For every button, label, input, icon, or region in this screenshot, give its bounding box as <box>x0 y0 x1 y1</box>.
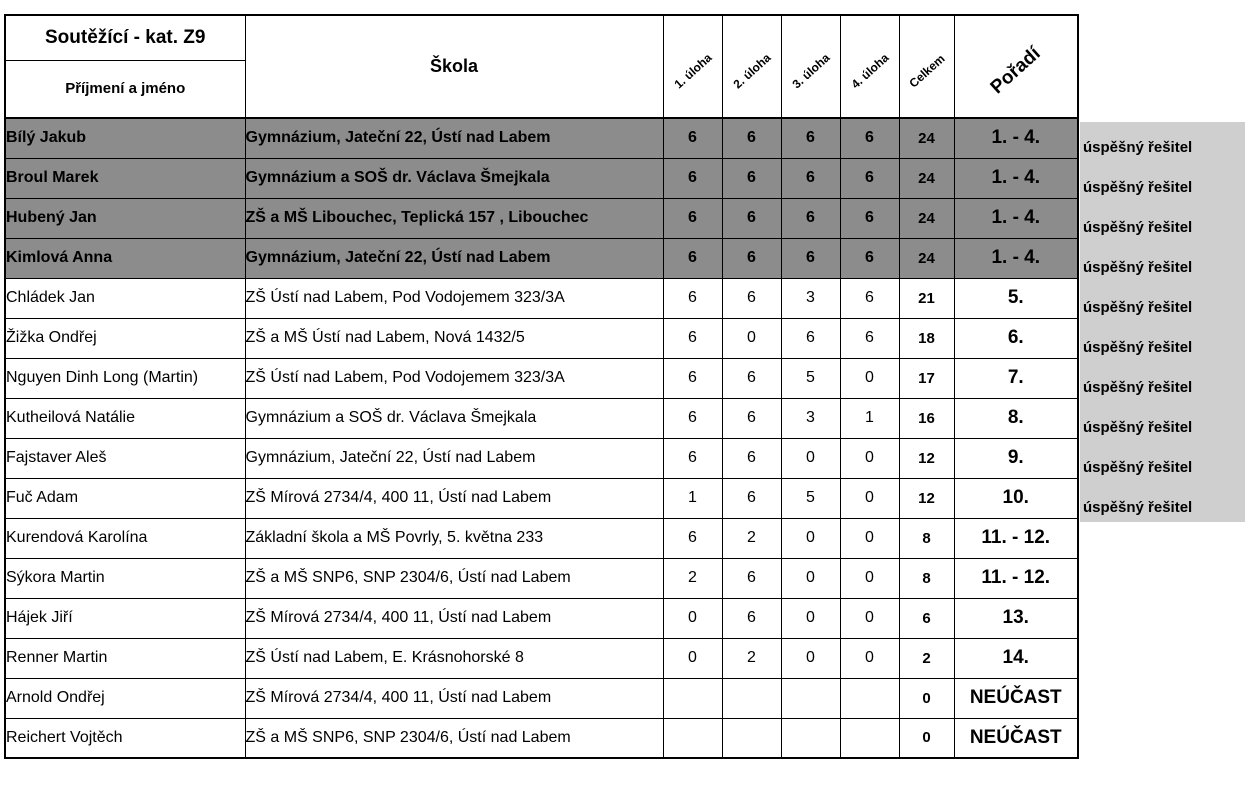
task2-score: 6 <box>722 438 781 478</box>
task4-score <box>840 678 899 718</box>
contestant-name: Hubený Jan <box>5 198 245 238</box>
contestant-name: Chládek Jan <box>5 278 245 318</box>
task4-score: 6 <box>840 198 899 238</box>
task1-score: 6 <box>663 198 722 238</box>
task1-score: 6 <box>663 318 722 358</box>
rank: 1. - 4. <box>954 198 1078 238</box>
contestant-name: Nguyen Dinh Long (Martin) <box>5 358 245 398</box>
rank: 11. - 12. <box>954 518 1078 558</box>
task1-header: 1. úloha <box>670 50 715 91</box>
table-row <box>5 438 1078 478</box>
results-table <box>4 14 1079 759</box>
school-name: ZŠ a MŠ Ústí nad Labem, Nová 1432/5 <box>245 318 663 358</box>
task2-score: 6 <box>722 398 781 438</box>
task2-score <box>722 678 781 718</box>
table-row <box>5 598 1078 638</box>
task3-score <box>781 718 840 758</box>
table-row <box>5 398 1078 438</box>
contestant-name: Broul Marek <box>5 158 245 198</box>
table-row <box>5 198 1078 238</box>
total-header-cell <box>899 15 954 118</box>
task3-score: 3 <box>781 398 840 438</box>
status-label: úspěšný řešitel <box>1083 299 1193 316</box>
contestant-name: Arnold Ondřej <box>5 678 245 718</box>
contestant-name: Reichert Vojtěch <box>5 718 245 758</box>
total-score: 6 <box>899 598 954 638</box>
task1-score <box>663 678 722 718</box>
task1-score: 0 <box>663 638 722 678</box>
contestant-name: Fuč Adam <box>5 478 245 518</box>
task4-score: 0 <box>840 518 899 558</box>
task3-header: 3. úloha <box>788 50 833 91</box>
table-row <box>5 238 1078 278</box>
name-header-cell <box>5 15 245 118</box>
task2-header-cell <box>722 15 781 118</box>
category-title: Soutěžící - kat. Z9 <box>6 16 245 61</box>
task3-score: 0 <box>781 558 840 598</box>
school-name: ZŠ Ústí nad Labem, E. Krásnohorské 8 <box>245 638 663 678</box>
total-score: 2 <box>899 638 954 678</box>
task2-score: 6 <box>722 558 781 598</box>
table-row <box>5 158 1078 198</box>
contestant-name: Kutheilová Natálie <box>5 398 245 438</box>
rank: 8. <box>954 398 1078 438</box>
total-score: 24 <box>899 238 954 278</box>
task2-score: 6 <box>722 158 781 198</box>
task3-header-cell <box>781 15 840 118</box>
total-score: 8 <box>899 518 954 558</box>
task4-score: 0 <box>840 478 899 518</box>
task1-score: 6 <box>663 238 722 278</box>
table-row <box>5 678 1078 718</box>
task1-score: 2 <box>663 558 722 598</box>
task4-score <box>840 718 899 758</box>
task4-score: 0 <box>840 558 899 598</box>
task2-score: 6 <box>722 478 781 518</box>
task1-score: 6 <box>663 398 722 438</box>
rank: 1. - 4. <box>954 158 1078 198</box>
contestant-name: Renner Martin <box>5 638 245 678</box>
school-name: ZŠ Ústí nad Labem, Pod Vodojemem 323/3A <box>245 278 663 318</box>
task4-score: 0 <box>840 598 899 638</box>
table-row <box>5 358 1078 398</box>
table-row <box>5 718 1078 758</box>
total-score: 8 <box>899 558 954 598</box>
task4-score: 0 <box>840 438 899 478</box>
rank-header-cell <box>954 15 1078 118</box>
total-score: 18 <box>899 318 954 358</box>
rank: 11. - 12. <box>954 558 1078 598</box>
status-label: úspěšný řešitel <box>1083 459 1193 476</box>
task2-score: 2 <box>722 638 781 678</box>
task1-header-cell <box>663 15 722 118</box>
total-header: Celkem <box>905 51 948 90</box>
rank: 9. <box>954 438 1078 478</box>
school-name: ZŠ Mírová 2734/4, 400 11, Ústí nad Labem <box>245 678 663 718</box>
total-score: 0 <box>899 718 954 758</box>
school-name: ZŠ a MŠ SNP6, SNP 2304/6, Ústí nad Labem <box>245 718 663 758</box>
task4-header-cell <box>840 15 899 118</box>
rank: NEÚČAST <box>954 678 1078 718</box>
task1-score: 6 <box>663 278 722 318</box>
status-label: úspěšný řešitel <box>1083 419 1193 436</box>
contestant-name: Bílý Jakub <box>5 118 245 158</box>
total-score: 17 <box>899 358 954 398</box>
total-score: 24 <box>899 198 954 238</box>
status-label: úspěšný řešitel <box>1083 139 1193 156</box>
task1-score: 6 <box>663 118 722 158</box>
contestant-name: Fajstaver Aleš <box>5 438 245 478</box>
school-name: Gymnázium, Jateční 22, Ústí nad Labem <box>245 238 663 278</box>
task4-score: 1 <box>840 398 899 438</box>
total-score: 16 <box>899 398 954 438</box>
task2-score: 6 <box>722 198 781 238</box>
school-name: Gymnázium a SOŠ dr. Václava Šmejkala <box>245 398 663 438</box>
task4-score: 6 <box>840 118 899 158</box>
task1-score: 6 <box>663 358 722 398</box>
status-label: úspěšný řešitel <box>1083 379 1193 396</box>
contestant-name: Hájek Jiří <box>5 598 245 638</box>
rank: 5. <box>954 278 1078 318</box>
table-row <box>5 638 1078 678</box>
contestant-name: Sýkora Martin <box>5 558 245 598</box>
task2-header: 2. úloha <box>729 50 774 91</box>
school-name: ZŠ a MŠ SNP6, SNP 2304/6, Ústí nad Labem <box>245 558 663 598</box>
table-row <box>5 118 1078 158</box>
task3-score: 0 <box>781 598 840 638</box>
task1-score <box>663 718 722 758</box>
status-column <box>1083 126 1192 526</box>
total-score: 0 <box>899 678 954 718</box>
task3-score: 6 <box>781 238 840 278</box>
task3-score: 5 <box>781 358 840 398</box>
task3-score: 0 <box>781 438 840 478</box>
task4-score: 6 <box>840 158 899 198</box>
total-score: 24 <box>899 118 954 158</box>
rank: 7. <box>954 358 1078 398</box>
task2-score: 6 <box>722 118 781 158</box>
task1-score: 6 <box>663 518 722 558</box>
task3-score: 3 <box>781 278 840 318</box>
school-column-header: Škola <box>245 15 663 118</box>
school-name: ZŠ Mírová 2734/4, 400 11, Ústí nad Labem <box>245 478 663 518</box>
task3-score <box>781 678 840 718</box>
status-label: úspěšný řešitel <box>1083 259 1193 276</box>
rank-header: Pořadí <box>986 42 1045 98</box>
total-score: 21 <box>899 278 954 318</box>
task3-score: 6 <box>781 318 840 358</box>
school-name: Gymnázium a SOŠ dr. Václava Šmejkala <box>245 158 663 198</box>
task4-score: 0 <box>840 638 899 678</box>
rank: 10. <box>954 478 1078 518</box>
task2-score: 6 <box>722 238 781 278</box>
task4-score: 6 <box>840 238 899 278</box>
task1-score: 1 <box>663 478 722 518</box>
rank: 6. <box>954 318 1078 358</box>
task2-score: 6 <box>722 598 781 638</box>
school-name: Gymnázium, Jateční 22, Ústí nad Labem <box>245 118 663 158</box>
task3-score: 5 <box>781 478 840 518</box>
task3-score: 6 <box>781 118 840 158</box>
school-name: Gymnázium, Jateční 22, Ústí nad Labem <box>245 438 663 478</box>
table-row <box>5 558 1078 598</box>
table-row <box>5 478 1078 518</box>
task2-score: 0 <box>722 318 781 358</box>
school-name: ZŠ Ústí nad Labem, Pod Vodojemem 323/3A <box>245 358 663 398</box>
total-score: 12 <box>899 438 954 478</box>
task1-score: 6 <box>663 438 722 478</box>
task2-score <box>722 718 781 758</box>
school-name: ZŠ Mírová 2734/4, 400 11, Ústí nad Labem <box>245 598 663 638</box>
school-name: Základní škola a MŠ Povrly, 5. května 233 <box>245 518 663 558</box>
status-label: úspěšný řešitel <box>1083 219 1193 236</box>
task4-score: 0 <box>840 358 899 398</box>
table-row <box>5 518 1078 558</box>
contestant-name: Žižka Ondřej <box>5 318 245 358</box>
status-label: úspěšný řešitel <box>1083 179 1193 196</box>
total-score: 12 <box>899 478 954 518</box>
rank: 1. - 4. <box>954 118 1078 158</box>
task2-score: 6 <box>722 358 781 398</box>
task1-score: 6 <box>663 158 722 198</box>
school-name: ZŠ a MŠ Libouchec, Teplická 157 , Libouchec <box>245 198 663 238</box>
task2-score: 6 <box>722 278 781 318</box>
header-row <box>5 15 1078 118</box>
status-label: úspěšný řešitel <box>1083 339 1193 356</box>
task2-score: 2 <box>722 518 781 558</box>
rank: NEÚČAST <box>954 718 1078 758</box>
contestant-name: Kimlová Anna <box>5 238 245 278</box>
table-row <box>5 278 1078 318</box>
table-row <box>5 318 1078 358</box>
contestant-name: Kurendová Karolína <box>5 518 245 558</box>
task3-score: 0 <box>781 638 840 678</box>
task4-score: 6 <box>840 278 899 318</box>
name-column-header: Příjmení a jméno <box>65 80 186 97</box>
task4-score: 6 <box>840 318 899 358</box>
total-score: 24 <box>899 158 954 198</box>
task1-score: 0 <box>663 598 722 638</box>
status-label: úspěšný řešitel <box>1083 499 1193 516</box>
task4-header: 4. úloha <box>847 50 892 91</box>
rank: 14. <box>954 638 1078 678</box>
task3-score: 6 <box>781 158 840 198</box>
rank: 1. - 4. <box>954 238 1078 278</box>
rank: 13. <box>954 598 1078 638</box>
task3-score: 6 <box>781 198 840 238</box>
task3-score: 0 <box>781 518 840 558</box>
